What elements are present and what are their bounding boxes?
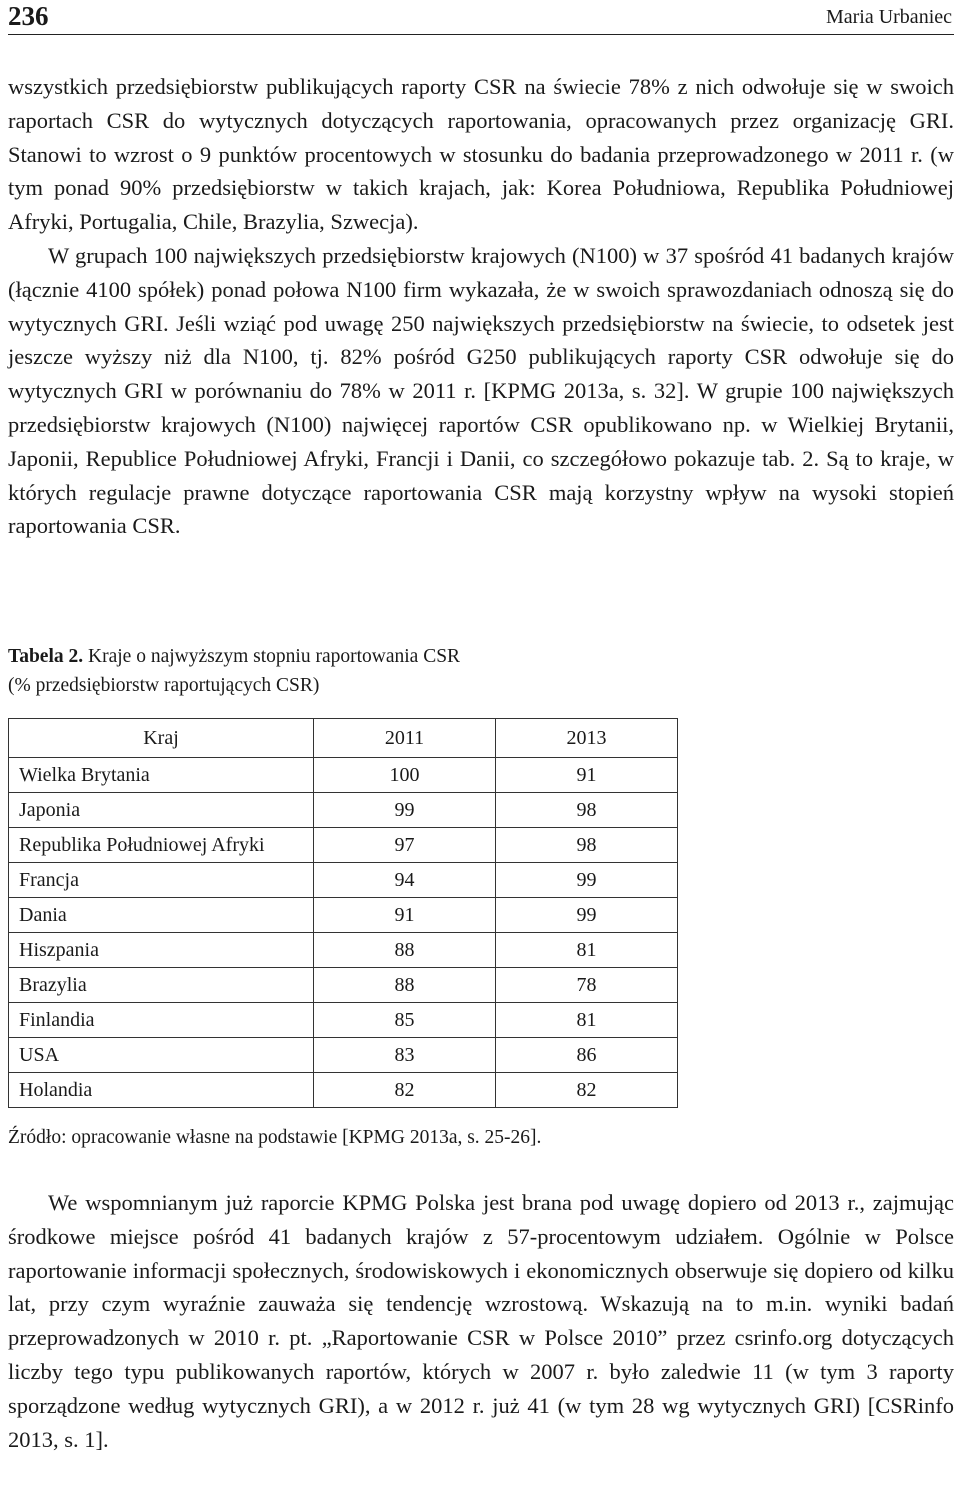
table-row xyxy=(9,863,678,898)
table-source-note: Źródło: opracowanie własne na podstawie [KPMG 2013a, s. 25-26]. xyxy=(8,1127,542,1148)
cell-2013: 99 xyxy=(495,898,677,933)
cell-2011: 85 xyxy=(313,1003,495,1038)
column-header-country: Kraj xyxy=(9,719,314,758)
table-caption-label: Tabela 2. xyxy=(8,646,84,667)
table-row xyxy=(9,898,678,933)
table-caption xyxy=(8,642,708,700)
table-row xyxy=(9,828,678,863)
cell-2013: 91 xyxy=(495,758,677,793)
cell-country: Dania xyxy=(9,898,314,933)
cell-2013: 98 xyxy=(495,828,677,863)
table-row xyxy=(9,1073,678,1108)
body-paragraph-3 xyxy=(8,1186,954,1456)
table-header-row xyxy=(9,719,678,758)
table-row xyxy=(9,1003,678,1038)
table-caption-title: Kraje o najwyższym stopniu raportowania CSR xyxy=(83,646,461,667)
cell-country: Holandia xyxy=(9,1073,314,1108)
table-row xyxy=(9,968,678,1003)
body-paragraph-1 xyxy=(8,70,954,543)
cell-2011: 83 xyxy=(313,1038,495,1073)
table-caption-subtitle: (% przedsiębiorstw raportujących CSR) xyxy=(8,675,320,696)
running-author: Maria Urbaniec xyxy=(825,6,952,28)
table-row xyxy=(9,758,678,793)
cell-2011: 88 xyxy=(313,933,495,968)
cell-2011: 99 xyxy=(313,793,495,828)
table-row xyxy=(9,793,678,828)
table-row xyxy=(9,933,678,968)
cell-2013: 81 xyxy=(495,1003,677,1038)
cell-country: Francja xyxy=(9,863,314,898)
page-number: 236 xyxy=(8,1,49,31)
data-table xyxy=(8,718,678,1108)
paragraph-text: We wspomnianym już raporcie KPMG Polska jest brana pod uwagę dopiero od 2013 r., zajmując środkowe miejsce pośród 41 badanych krajów z 57-procentowym udziałem. Ogólnie w Polsce raportowanie informacji społecznych, środowiskowych i ekonomicznych obserwuje się dopiero od kilku lat, przy czym wyraźnie zauważa się tendencję wzrostową. Wskazują na to m.in. wyniki badań przeprowadzonych w 2010 r. pt. „Raportowanie CSR w Polsce 2010” przez csrinfo.org dotyczących liczby tego typu publikowanych raportów, których w 2007 r. było zaledwie 11 (w tym 3 raporty sporządzone według wytycznych GRI), a w 2012 r. już 41 (w tym 28 wg wytycznych GRI) [CSRinfo 2013, s. 1]. xyxy=(8,1190,954,1452)
cell-country: Wielka Brytania xyxy=(9,758,314,793)
cell-2013: 81 xyxy=(495,933,677,968)
paragraph-text: wszystkich przedsiębiorstw publikujących raporty CSR na świecie 78% z nich odwołuje się w swoich raportach CSR do wytycznych dotyczących raportowania, opracowanych przez organizację GRI. Stanowi to wzrost o 9 punktów procentowych w stosunku do badania przeprowadzonego w 2011 r. (w tym ponad 90% przedsiębiorstw w takich krajach, jak: Korea Południowa, Republika Południowej Afryki, Portugalia, Chile, Brazylia, Szwecja). xyxy=(8,74,954,235)
cell-country: Japonia xyxy=(9,793,314,828)
cell-country: USA xyxy=(9,1038,314,1073)
cell-2011: 94 xyxy=(313,863,495,898)
paragraph-text: W grupach 100 największych przedsiębiorstw krajowych (N100) w 37 spośród 41 badanych krajów (łącznie 4100 spółek) ponad połowa N100 firm wykazała, że w swoich sprawozdaniach odnoszą się do wytycznych GRI. Jeśli wziąć pod uwagę 250 największych przedsiębiorstw na świecie, to odsetek jest jeszcze wyższy niż dla N100, tj. 82% pośród G250 publikujących raporty CSR odwołuje się do wytycznych GRI w porównaniu do 78% w 2011 r. [KPMG 2013a, s. 32]. W grupie 100 największych przedsiębiorstw krajowych (N100) najwięcej raportów CSR opublikowano np. w Wielkiej Brytanii, Japonii, Republice Południowej Afryki, Francji i Danii, co szczegółowo pokazuje tab. 2. Są to kraje, w których regulacje prawne dotyczące raportowania CSR mają korzystny wpływ na wysoki stopień raportowania CSR. xyxy=(8,242,954,539)
cell-2013: 82 xyxy=(495,1073,677,1108)
cell-2013: 98 xyxy=(495,793,677,828)
cell-2011: 97 xyxy=(313,828,495,863)
cell-country: Finlandia xyxy=(9,1003,314,1038)
cell-2013: 99 xyxy=(495,863,677,898)
cell-country: Republika Południowej Afryki xyxy=(9,828,314,863)
column-header-2013: 2013 xyxy=(495,719,677,758)
cell-2011: 88 xyxy=(313,968,495,1003)
column-header-2011: 2011 xyxy=(313,719,495,758)
table-row xyxy=(9,1038,678,1073)
cell-2011: 82 xyxy=(313,1073,495,1108)
cell-country: Brazylia xyxy=(9,968,314,1003)
table-body xyxy=(9,758,678,1108)
running-header xyxy=(8,0,954,35)
cell-2013: 86 xyxy=(495,1038,677,1073)
cell-country: Hiszpania xyxy=(9,933,314,968)
cell-2013: 78 xyxy=(495,968,677,1003)
cell-2011: 100 xyxy=(313,758,495,793)
cell-2011: 91 xyxy=(313,898,495,933)
